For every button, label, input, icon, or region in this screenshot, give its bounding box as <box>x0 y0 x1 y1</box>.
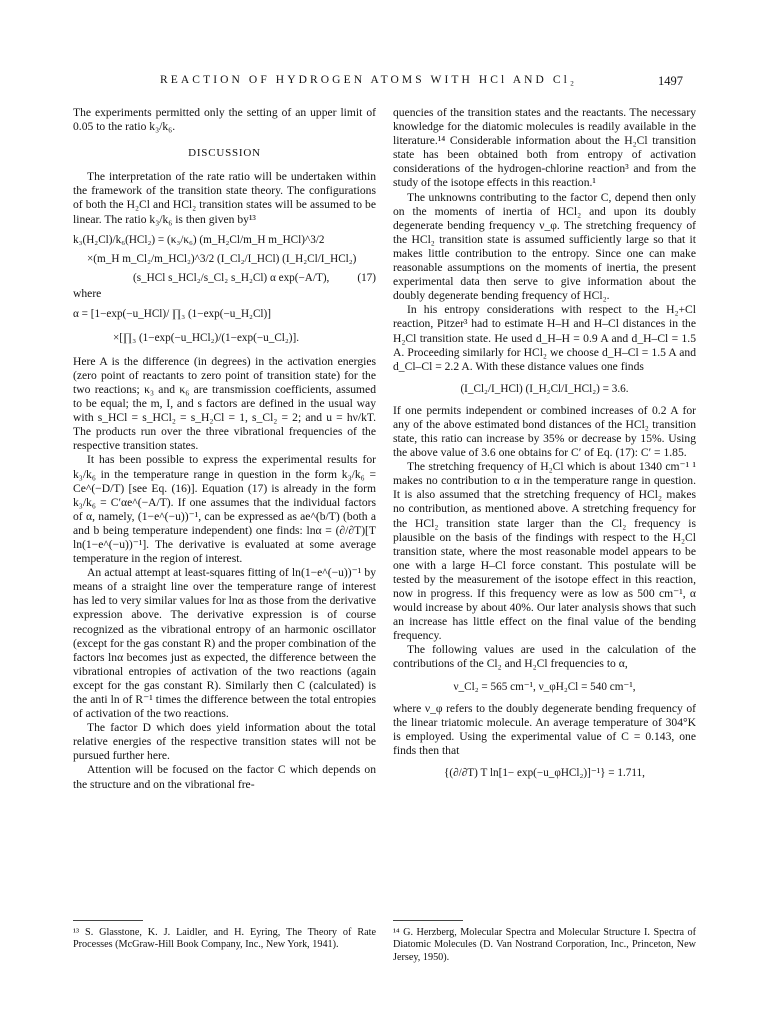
where-label: where <box>73 286 102 300</box>
paragraph: The experiments permitted only the setting of an upper limit of 0.05 to the ratio k₃/k₆. <box>73 106 376 134</box>
footnote-14: ¹⁴ G. Herzberg, Molecular Spectra and Molecular Structure I. Spectra of Diatomic Molecules (D. Van Nostrand Corporation, Inc., Princeton, New Jersey, 1950). <box>393 927 696 963</box>
paragraph: It has been possible to express the experimental results for k₃/k₆ in the temperature range in question in the form k₃/k₆ = Ce^(−D/T) [see Eq. (16)]. Equation (17) is already in the form k₃/k₆ = C′αe^(−A/T). If one assumes that the individual factors of α, namely, (1−e^(−u))⁻¹, can be expressed as ae^(b/T) (both a and b being temperature independent) one finds: lnα = (∂/∂T)[T ln(1−e^(−u))⁻¹]. The derivative is evaluated at some average temperature in the region of interest. <box>73 453 376 566</box>
right-column <box>393 106 696 788</box>
equation-line: α = [1−exp(−u_HCl)/ ∏₃ (1−exp(−u_H₂Cl)] <box>73 307 271 320</box>
inertia-ratio-equation: (I_Cl₂/I_HCl) (I_H₂Cl/I_HCl₂) = 3.6. <box>460 382 629 395</box>
equation-line <box>73 271 376 285</box>
paragraph: quencies of the transition states and the reactants. The necessary knowledge for the diatomic molecules is readily available in the literature.¹⁴ Considerable information about the H₂Cl transition state has been obtained both from entropy of activation considerations of the hydrogen-chlorine reaction³ and from the study of the isotope effects in this reaction.¹ <box>393 106 696 190</box>
section-heading: DISCUSSION <box>188 147 261 160</box>
paragraph: The stretching frequency of H₂Cl which is about 1340 cm⁻¹ ¹ makes no contribution to α in the temperature range in question. It is also assumed that the stretching frequency of HCl₂ makes no contribution, as mentioned above. A stretching frequency for the HCl₂ transition state larger than the Cl₂ frequency is plausible on the basis of the findings with respect to the H₂Cl transition state, where the most reasonable model appears to be one with a large H–Cl force constant. This postulate will be tested by the measurement of the isotope effect in this reaction, now in progress. If this frequency were as low as 500 cm⁻¹, α would increase by about 40%. Our later analysis shows that such an increase has little effect on the final value of the bending frequency. <box>393 460 696 643</box>
running-header <box>0 74 768 94</box>
paragraph: The unknowns contributing to the factor C, depend then only on the moments of inertia of HCl₂ and upon its doubly degenerate bending frequency ν_φ. The stretching frequency of the HCl₂ transition state is assumed sufficiently large so that it makes little contribution to the entropy. Since one can make reasonable assumptions on the moments of inertia, the present experimental data then serve to give information about the doubly degenerate bending frequency of HCl₂. <box>393 190 696 303</box>
paragraph: where ν_φ refers to the doubly degenerate bending frequency of the linear triatomic molecule. An average temperature of 304°K is employed. Using the experimental value of C = 0.143, one finds then that <box>393 701 696 757</box>
paragraph: The factor D which does yield information about the total relative energies of the respective transition states will not be pursued further here. <box>73 721 376 763</box>
equation-number: (17) <box>357 271 376 284</box>
paragraph: The following values are used in the calculation of the contributions of the Cl₂ and H₂Cl frequencies to α, <box>393 643 696 671</box>
derivative-equation: {(∂/∂T) T ln[1− exp(−u_φHCl₂)]⁻¹} = 1.711, <box>444 766 645 779</box>
footnote-rule <box>73 920 143 921</box>
equation-17 <box>73 233 376 285</box>
footnote-rule <box>393 920 463 921</box>
running-title: REACTION OF HYDROGEN ATOMS WITH HCl AND Cl₂ <box>160 74 578 86</box>
paragraph: An actual attempt at least-squares fitting of ln(1−e^(−u))⁻¹ by means of a straight line over the temperature range of interest has led to very similar values for lnα as those from the derivative expression above. The derivative expression is of course recognized as the vibrational entropy of an harmonic oscillator (except for the gas constant R) and the proper combination of the factors lnα becomes just as expected, the difference between the vibrational entropies of activation of the two reactions (again except for the gas constant R). Similarly then C (calculated) is the anti ln of R⁻¹ times the difference between the total entropies of activation of the two reactions. <box>73 566 376 721</box>
equation-line: k₃(H₂Cl)/k₆(HCl₂) = (κ₃/κ₆) (m_H₂Cl/m_H m_HCl)^3/2 <box>73 233 325 246</box>
paragraph: If one permits independent or combined increases of 0.2 A for any of the above estimated bond distances of the HCl₂ transition state, this ratio can increase by 35% or decrease by 15%. Using the above value of 3.6 one obtains for C′ of Eq. (17): C′ = 1.85. <box>393 403 696 460</box>
paragraph: Attention will be focused on the factor C which depends on the structure and on the vibrational fre- <box>73 763 376 791</box>
footnote-13: ¹³ S. Glasstone, K. J. Laidler, and H. Eyring, The Theory of Rate Processes (McGraw-Hill Book Company, Inc., New York, 1941). <box>73 927 376 951</box>
alpha-definition <box>73 307 376 345</box>
paragraph: In his entropy considerations with respect to the H₂+Cl reaction, Pitzer³ had to estimate H–H and H–Cl distances in the H₂Cl transition state. He used d_H–H = 0.9 A and d_H–Cl = 1.5 A. Proceeding similarly for HCl₂ we choose d_H–Cl = 1.5 A and d_Cl–Cl = 2.2 A. With these distance values one finds <box>393 303 696 373</box>
equation-line: ×(m_H m_Cl₂/m_HCl₂)^3/2 (I_Cl₂/I_HCl) (I_H₂Cl/I_HCl₂) <box>87 252 357 265</box>
equation-text: (s_HCl s_HCl₂/s_Cl₂ s_H₂Cl) α exp(−A/T), <box>133 271 330 284</box>
page-number: 1497 <box>658 74 683 88</box>
frequency-values: ν_Cl₂ = 565 cm⁻¹, ν_φH₂Cl = 540 cm⁻¹, <box>453 680 636 693</box>
equation-line: ×[∏₃ (1−exp(−u_HCl₂)/(1−exp(−u_Cl₂)]. <box>113 331 300 344</box>
paragraph: Here A is the difference (in degrees) in the activation energies (zero point of reactants to zero point of transition state) for the two reactions; κ₃ and κ₆ are transmission coefficients, assumed to be equal; the m, I, and s factors are defined in the usual way with s_HCl = s_HCl₂ = s_H₂Cl = 1, s_Cl₂ = 2; and u = hν/kT. The products run over the three vibrational frequencies of the respective transition states. <box>73 354 376 453</box>
paragraph: The interpretation of the rate ratio will be undertaken within the framework of the transition state theory. The configurations of both the H₂Cl and HCl₂ transition states will be assumed to be linear. The ratio k₃/k₆ is then given by¹³ <box>73 170 376 226</box>
left-column <box>73 106 376 792</box>
